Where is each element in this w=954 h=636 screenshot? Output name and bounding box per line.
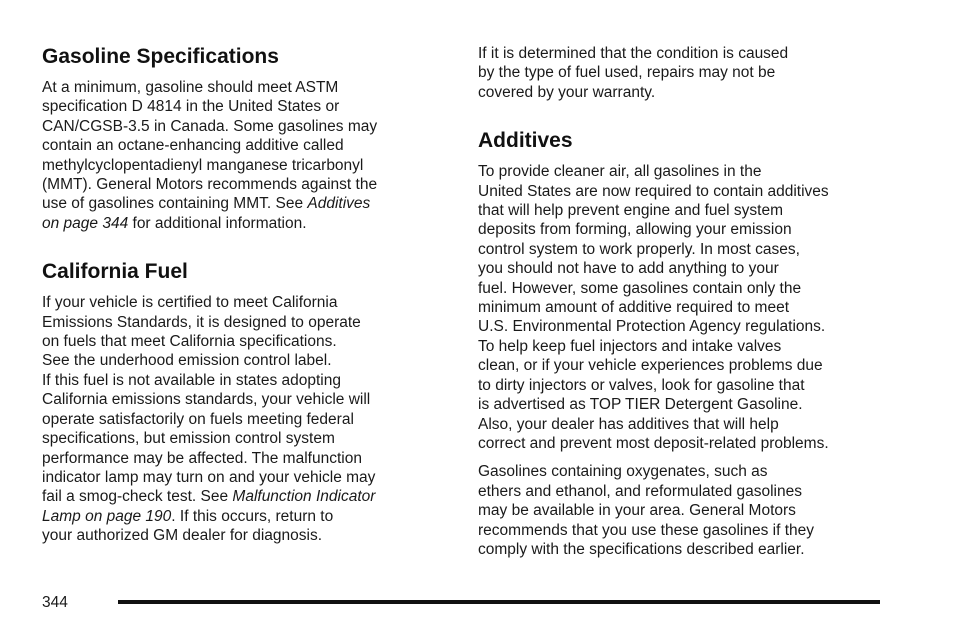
- text-line: covered by your warranty.: [478, 83, 656, 101]
- text-line: recommends that you use these gasolines if they: [478, 521, 815, 539]
- text-line: [42, 487, 442, 506]
- text-line: If this fuel is not available in states adopting: [42, 371, 341, 389]
- text-line: clean, or if your vehicle experiences problems due: [478, 357, 823, 375]
- text-line: See the underhood emission control label.: [42, 352, 332, 370]
- text-line: fuel. However, some gasolines contain only the: [478, 279, 802, 297]
- malfunction-indicator-page-reference[interactable]: Lamp on page 190: [42, 507, 172, 525]
- text-line: on fuels that meet California specifications.: [42, 333, 337, 351]
- text-line: At a minimum, gasoline should meet ASTM: [42, 79, 339, 96]
- text-line: (MMT). General Motors recommends against the: [42, 176, 378, 194]
- text-segment: use of gasolines containing MMT. See: [42, 195, 304, 213]
- text-line: control system to work properly. In most cases,: [478, 240, 800, 258]
- text-segment: fail a smog-check test. See: [42, 488, 229, 506]
- page-number: 344: [42, 594, 68, 611]
- left-column: [42, 44, 442, 546]
- text-line: [42, 214, 442, 233]
- additives-heading: Additives: [478, 129, 573, 153]
- text-line: that will help prevent engine and fuel system: [478, 202, 784, 220]
- oxygenates-paragraph: [478, 462, 888, 559]
- footer-rule: [118, 600, 880, 604]
- text-line: your authorized GM dealer for diagnosis.: [42, 527, 323, 545]
- text-line: California emissions standards, your vehicle will: [42, 391, 371, 409]
- text-line: U.S. Environmental Protection Agency regulations.: [478, 318, 826, 336]
- text-line: to dirty injectors or valves, look for gasoline that: [478, 376, 805, 394]
- text-line: indicator lamp may turn on and your vehicle may: [42, 468, 376, 486]
- text-line: is advertised as TOP TIER Detergent Gasoline.: [478, 396, 803, 414]
- text-line: contain an octane-enhancing additive called: [42, 137, 344, 155]
- gasoline-specifications-paragraph: [42, 78, 442, 233]
- right-column: [478, 44, 888, 559]
- text-segment: . If this occurs, return to: [171, 507, 334, 525]
- gasoline-specifications-heading: Gasoline Specifications: [42, 45, 279, 68]
- text-line: deposits from forming, allowing your emission: [478, 221, 792, 239]
- text-line: correct and prevent most deposit-related problems.: [478, 434, 829, 452]
- text-line: If it is determined that the condition is caused: [478, 45, 789, 62]
- text-line: To provide cleaner air, all gasolines in the: [478, 163, 762, 181]
- text-line: specification D 4814 in the United States or: [42, 98, 340, 116]
- text-line: To help keep fuel injectors and intake valves: [478, 337, 782, 355]
- text-line: United States are now required to contain additives: [478, 182, 829, 200]
- text-line: Gasolines containing oxygenates, such as: [478, 463, 768, 481]
- text-segment: for additional information.: [128, 214, 307, 232]
- text-line: ethers and ethanol, and reformulated gasolines: [478, 482, 802, 500]
- additives-cross-reference[interactable]: Additives: [307, 195, 371, 213]
- text-line: CAN/CGSB-3.5 in Canada. Some gasolines may: [42, 117, 378, 135]
- text-line: performance may be affected. The malfunction: [42, 449, 362, 467]
- text-line: [42, 507, 442, 526]
- text-line: If your vehicle is certified to meet California: [42, 294, 338, 312]
- california-fuel-paragraph: [42, 293, 442, 545]
- text-line: may be available in your area. General Motors: [478, 502, 796, 520]
- malfunction-indicator-cross-reference[interactable]: Malfunction Indicator: [232, 488, 376, 506]
- additives-paragraph: [478, 162, 888, 453]
- text-line: [42, 194, 442, 213]
- text-line: Also, your dealer has additives that will help: [478, 415, 779, 433]
- text-line: specifications, but emission control system: [42, 430, 335, 448]
- text-line: methylcyclopentadienyl manganese tricarbonyl: [42, 156, 364, 174]
- text-line: minimum amount of additive required to meet: [478, 299, 790, 317]
- california-fuel-heading: California Fuel: [42, 260, 188, 284]
- text-line: by the type of fuel used, repairs may not be: [478, 64, 776, 82]
- warranty-paragraph: [478, 44, 888, 102]
- text-line: operate satisfactorily on fuels meeting federal: [42, 410, 354, 428]
- text-line: comply with the specifications described earlier.: [478, 540, 805, 558]
- text-line: Emissions Standards, it is designed to operate: [42, 313, 361, 331]
- text-line: you should not have to add anything to your: [478, 260, 779, 278]
- additives-page-reference[interactable]: on page 344: [42, 214, 129, 232]
